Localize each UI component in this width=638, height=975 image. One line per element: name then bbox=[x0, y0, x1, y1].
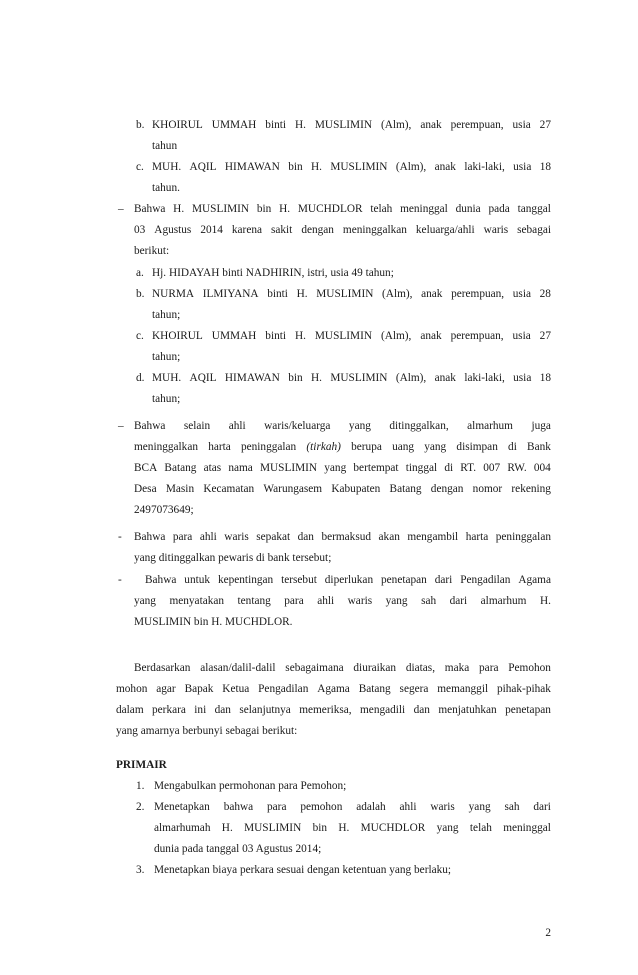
word: Menetapkan bbox=[154, 801, 210, 813]
word: MUH. bbox=[152, 161, 182, 173]
word: memeriksa, bbox=[299, 704, 352, 716]
word: MUCHDLOR bbox=[297, 203, 363, 215]
page-number: 2 bbox=[545, 927, 551, 939]
word: dan bbox=[413, 704, 430, 716]
bullet-marker: – bbox=[118, 203, 124, 215]
word: yang bbox=[324, 462, 347, 474]
word: dengan bbox=[301, 224, 334, 236]
word: Bahwa bbox=[134, 203, 166, 215]
list-marker: b. bbox=[136, 119, 145, 131]
word: KHOIRUL bbox=[152, 330, 203, 342]
word: (Alm), bbox=[395, 161, 427, 173]
word: tanggal bbox=[517, 203, 551, 215]
text-line: Menetapkan biaya perkara sesuai dengan ketentuan yang berlaku; bbox=[154, 864, 452, 876]
word: MUSLIMIN bbox=[330, 161, 388, 173]
word: Bapak bbox=[184, 683, 214, 695]
word: segera bbox=[399, 683, 429, 695]
word: yang bbox=[424, 441, 447, 453]
word: sah bbox=[421, 595, 437, 607]
word: berupa bbox=[351, 441, 382, 453]
word: untuk bbox=[184, 574, 211, 586]
word: anak bbox=[434, 372, 456, 384]
word: binti bbox=[265, 330, 287, 342]
word: dari bbox=[533, 801, 551, 813]
word: harta bbox=[465, 531, 489, 543]
word: dari bbox=[434, 574, 453, 586]
word: MUSLIMIN bbox=[191, 203, 250, 215]
word: bertempat bbox=[353, 462, 399, 474]
word: MUSLIMIN bbox=[316, 288, 374, 300]
word: dan bbox=[214, 704, 231, 716]
word: Bahwa bbox=[145, 574, 177, 586]
word: 18 bbox=[539, 161, 551, 173]
word: H. bbox=[539, 595, 551, 607]
paragraph-line bbox=[116, 703, 551, 717]
text-line: 2497073649; bbox=[134, 504, 194, 516]
word: (tirkah) bbox=[306, 441, 341, 453]
text-line bbox=[152, 118, 551, 132]
text-line bbox=[134, 594, 551, 608]
word: diperlukan bbox=[324, 574, 374, 586]
word: MUSLIMIN bbox=[330, 372, 388, 384]
numbered-marker: 2. bbox=[136, 801, 145, 813]
word: dunia bbox=[455, 203, 481, 215]
word: binti bbox=[265, 119, 287, 131]
word: Kecamatan bbox=[203, 483, 255, 495]
word: mohon bbox=[116, 683, 148, 695]
word: H. bbox=[311, 161, 322, 173]
word: Pengadilan bbox=[258, 683, 309, 695]
word: anak bbox=[420, 119, 442, 131]
word: meninggal bbox=[400, 203, 448, 215]
word: para bbox=[479, 662, 499, 674]
word: MUH. bbox=[152, 372, 182, 384]
word: 2014 bbox=[200, 224, 223, 236]
word: ahli bbox=[199, 531, 217, 543]
word: keluarga/ahli bbox=[415, 224, 475, 236]
text-line bbox=[134, 530, 551, 544]
word: Pengadilan bbox=[460, 574, 511, 586]
numbered-marker: 3. bbox=[136, 864, 145, 876]
word: UMMAH bbox=[211, 330, 257, 342]
word: Batang bbox=[389, 483, 422, 495]
list-marker: c. bbox=[136, 330, 144, 342]
word: bahwa bbox=[223, 801, 254, 813]
word: (Alm), bbox=[382, 288, 413, 300]
word: karena bbox=[231, 224, 262, 236]
text-line bbox=[134, 419, 551, 433]
word: adalah bbox=[356, 801, 386, 813]
word: H. bbox=[221, 822, 233, 834]
word: 03 bbox=[134, 224, 146, 236]
word: telah bbox=[370, 203, 393, 215]
word: peninggalan bbox=[240, 441, 297, 453]
word: waris bbox=[347, 595, 373, 607]
paragraph-line bbox=[134, 661, 551, 675]
word: para bbox=[267, 801, 287, 813]
word: MUCHDLOR bbox=[360, 822, 426, 834]
word: MUSLIMIN bbox=[259, 462, 318, 474]
word: Berdasarkan bbox=[134, 662, 191, 674]
word: 28 bbox=[539, 288, 551, 300]
paragraph-line: yang amarnya berbunyi sebagai berikut: bbox=[116, 725, 298, 737]
word: 27 bbox=[539, 119, 551, 131]
text-line bbox=[152, 329, 551, 343]
word: H. bbox=[294, 330, 306, 342]
word: sepakat bbox=[256, 531, 291, 543]
word: tersebut bbox=[281, 574, 317, 586]
text-line: tahun. bbox=[152, 182, 180, 194]
word: sah bbox=[504, 801, 520, 813]
numbered-marker: 1. bbox=[136, 780, 145, 792]
word: H. bbox=[311, 372, 322, 384]
word: selanjutnya bbox=[239, 704, 291, 716]
text-line bbox=[134, 461, 551, 475]
list-marker: b. bbox=[136, 288, 145, 300]
word: 007 bbox=[483, 462, 501, 474]
word: di bbox=[508, 441, 517, 453]
word: usia bbox=[512, 330, 531, 342]
word: H. bbox=[294, 119, 306, 131]
word: ditinggalkan, bbox=[389, 420, 449, 432]
word: peninggalan bbox=[495, 531, 551, 543]
word: AQIL bbox=[189, 161, 217, 173]
word: ahli bbox=[317, 595, 335, 607]
word: dalam bbox=[116, 704, 144, 716]
word: harta bbox=[208, 441, 231, 453]
word: para bbox=[284, 595, 304, 607]
word: memanggil bbox=[437, 683, 489, 695]
word: usia bbox=[512, 119, 531, 131]
word: MUSLIMIN bbox=[244, 822, 302, 834]
word: meninggal bbox=[503, 822, 551, 834]
word: usia bbox=[512, 288, 531, 300]
word: dan bbox=[297, 531, 314, 543]
word: tinggal bbox=[405, 462, 438, 474]
word: perempuan, bbox=[450, 330, 504, 342]
text-line: yang ditinggalkan pewaris di bank tersebut; bbox=[134, 552, 332, 564]
word: para bbox=[172, 531, 193, 543]
word: sebagai bbox=[517, 224, 551, 236]
word: diatas, bbox=[405, 662, 436, 674]
word: binti bbox=[267, 288, 288, 300]
word: HIMAWAN bbox=[224, 161, 280, 173]
word: laki-laki, bbox=[464, 161, 505, 173]
word: ahli bbox=[228, 420, 246, 432]
word: almarhum bbox=[480, 595, 527, 607]
word: bermaksud bbox=[321, 531, 372, 543]
word: penetapan bbox=[381, 574, 427, 586]
word: (Alm), bbox=[395, 372, 427, 384]
word: H. bbox=[338, 822, 350, 834]
word: waris/keluarga bbox=[264, 420, 331, 432]
bullet-marker: - bbox=[118, 574, 122, 586]
word: uang bbox=[392, 441, 415, 453]
word: anak bbox=[434, 161, 456, 173]
text-line: dunia pada tanggal 03 Agustus 2014; bbox=[154, 843, 322, 855]
word: 27 bbox=[539, 330, 551, 342]
list-marker: d. bbox=[136, 372, 145, 384]
word: Bahwa bbox=[134, 531, 166, 543]
text-line: berikut: bbox=[134, 245, 170, 257]
word: BCA bbox=[134, 462, 158, 474]
word: yang bbox=[436, 822, 459, 834]
word: H. bbox=[296, 288, 308, 300]
word: (Alm), bbox=[380, 119, 412, 131]
word: meninggalkan bbox=[342, 224, 407, 236]
word: pada bbox=[488, 203, 510, 215]
word: di bbox=[444, 462, 454, 474]
word: waris bbox=[224, 531, 249, 543]
word: menyatakan bbox=[169, 595, 225, 607]
word: dari bbox=[449, 595, 468, 607]
text-line: tahun bbox=[152, 140, 178, 152]
word: yang bbox=[348, 420, 371, 432]
word: perkara bbox=[152, 704, 186, 716]
word: AQIL bbox=[189, 372, 217, 384]
word: pemohon bbox=[300, 801, 343, 813]
word: KHOIRUL bbox=[152, 119, 203, 131]
word: RT. bbox=[460, 462, 477, 474]
word: nomor bbox=[472, 483, 503, 495]
word: ini bbox=[194, 704, 207, 716]
text-line bbox=[154, 800, 551, 814]
text-line bbox=[152, 371, 551, 385]
word: laki-laki, bbox=[464, 372, 505, 384]
word: bin bbox=[312, 822, 327, 834]
word: ILMIYANA bbox=[202, 288, 259, 300]
text-line bbox=[134, 440, 551, 454]
word: Agama bbox=[317, 683, 350, 695]
text-line: tahun; bbox=[152, 393, 181, 405]
text-line: tahun; bbox=[152, 309, 181, 321]
word: NURMA bbox=[152, 288, 195, 300]
word: selain bbox=[183, 420, 211, 432]
word: kepentingan bbox=[217, 574, 274, 586]
word: anak bbox=[421, 288, 443, 300]
word: meninggalkan bbox=[134, 441, 198, 453]
word: usia bbox=[513, 161, 532, 173]
word: (Alm), bbox=[380, 330, 412, 342]
word: Agustus bbox=[154, 224, 192, 236]
word: rekening bbox=[511, 483, 551, 495]
word: yang bbox=[385, 595, 408, 607]
word: mengambil bbox=[407, 531, 459, 543]
bullet-marker: - bbox=[118, 531, 122, 543]
word: UMMAH bbox=[211, 119, 257, 131]
word: MUSLIMIN bbox=[314, 119, 372, 131]
word: maka bbox=[444, 662, 470, 674]
word: usia bbox=[513, 372, 532, 384]
word: juga bbox=[531, 420, 551, 432]
word: Batang bbox=[164, 462, 197, 474]
word: dengan bbox=[430, 483, 464, 495]
text-line bbox=[152, 287, 551, 301]
word: almarhumah bbox=[154, 822, 211, 834]
word: disimpan bbox=[456, 441, 498, 453]
word: ahli bbox=[399, 801, 417, 813]
word: mengadili bbox=[360, 704, 406, 716]
text-line bbox=[134, 482, 551, 496]
word: Bahwa bbox=[134, 420, 166, 432]
text-line bbox=[154, 821, 551, 835]
word: atas bbox=[203, 462, 222, 474]
bullet-marker: – bbox=[118, 420, 124, 432]
word: bin bbox=[288, 372, 303, 384]
word: Agama bbox=[518, 574, 551, 586]
word: perempuan, bbox=[451, 288, 505, 300]
list-marker: c. bbox=[136, 161, 144, 173]
word: anak bbox=[420, 330, 442, 342]
word: Desa bbox=[134, 483, 157, 495]
text-line: Mengabulkan permohonan para Pemohon; bbox=[154, 780, 347, 792]
text-line bbox=[152, 160, 551, 174]
word: H. bbox=[173, 203, 185, 215]
word: bin bbox=[288, 161, 303, 173]
word: akan bbox=[378, 531, 400, 543]
word: waris bbox=[430, 801, 455, 813]
word: yang bbox=[468, 801, 491, 813]
section-heading: PRIMAIR bbox=[116, 759, 167, 771]
text-line: tahun; bbox=[152, 351, 181, 363]
word: Batang bbox=[358, 683, 391, 695]
word: telah bbox=[469, 822, 492, 834]
text-line bbox=[134, 202, 551, 216]
word: Kabupaten bbox=[331, 483, 381, 495]
word: sebagaimana bbox=[285, 662, 344, 674]
word: tentang bbox=[237, 595, 271, 607]
list-marker: a. bbox=[136, 267, 144, 279]
word: penetapan bbox=[505, 704, 551, 716]
word: perempuan, bbox=[450, 119, 504, 131]
word: bin bbox=[256, 203, 272, 215]
word: H. bbox=[279, 203, 291, 215]
word: agar bbox=[156, 683, 176, 695]
word: yang bbox=[134, 595, 156, 607]
word: waris bbox=[483, 224, 509, 236]
word: nama bbox=[228, 462, 253, 474]
text-line: Hj. HIDAYAH binti NADHIRIN, istri, usia 49 tahun; bbox=[152, 267, 394, 279]
text-line: MUSLIMIN bin H. MUCHDLOR. bbox=[134, 616, 293, 628]
word: Warungasem bbox=[263, 483, 323, 495]
word: diuraikan bbox=[353, 662, 397, 674]
word: sakit bbox=[270, 224, 293, 236]
word: 004 bbox=[533, 462, 551, 474]
word: menjatuhkan bbox=[438, 704, 497, 716]
paragraph-line bbox=[116, 682, 551, 696]
word: RW. bbox=[507, 462, 527, 474]
word: almarhum bbox=[467, 420, 513, 432]
word: MUSLIMIN bbox=[314, 330, 372, 342]
text-line bbox=[134, 223, 551, 237]
word: HIMAWAN bbox=[224, 372, 280, 384]
word: alasan/dalil-dalil bbox=[200, 662, 276, 674]
word: pihak-pihak bbox=[496, 683, 551, 695]
text-line bbox=[145, 573, 551, 587]
word: 18 bbox=[539, 372, 551, 384]
word: Masin bbox=[165, 483, 195, 495]
word: Ketua bbox=[222, 683, 250, 695]
word: Bank bbox=[527, 441, 551, 453]
word: Pemohon bbox=[508, 662, 551, 674]
